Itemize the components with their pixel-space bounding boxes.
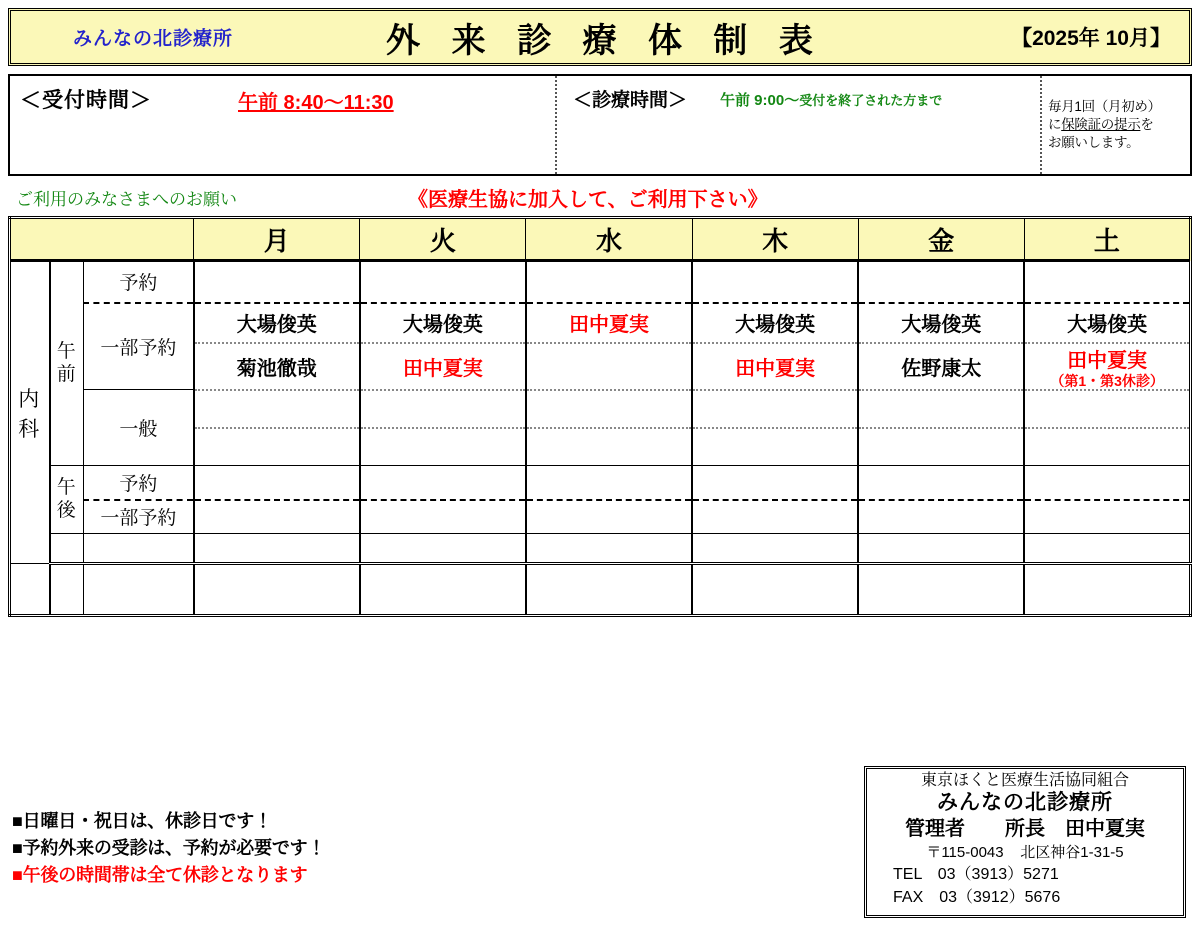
day-header-tue: 火 <box>360 218 526 261</box>
half-label-afternoon-text: 午後 <box>56 477 77 521</box>
cell-pm-resv-tue <box>360 466 526 500</box>
dept-char-1: 内 <box>18 387 42 411</box>
header-month: 【2025年 10月】 <box>1011 27 1171 50</box>
half-label-spacer <box>50 534 84 564</box>
clinic-org-name: 東京ほくと医療生活協同組合 <box>920 772 1129 789</box>
cell-final-type <box>84 564 194 616</box>
clinic-administrator: 管理者 所長 田中夏実 <box>905 818 1145 841</box>
cell-am-part1-sat: 大場俊英 <box>1024 303 1190 343</box>
table-row-morning-partial-1 <box>10 303 1191 343</box>
cell-am-part1-tue: 大場俊英 <box>360 303 526 343</box>
cell-am-gen1-thu <box>692 390 858 428</box>
cell-am-gen2-thu <box>692 428 858 466</box>
type-label-partial-am: 一部予約 <box>84 303 194 390</box>
type-label-partial-pm: 一部予約 <box>84 500 194 534</box>
time-divider-1 <box>555 76 557 174</box>
cell-pm-part-thu <box>692 500 858 534</box>
type-label-general-am: 一般 <box>84 390 194 466</box>
table-row-afternoon-reservation <box>10 466 1191 500</box>
footer-bullet-2: ■予約外来の受診は、予約が必要です！ <box>12 838 326 858</box>
clinic-fax: FAX 03（3912）5676 <box>893 888 1061 906</box>
cell-pm-part-mon <box>194 500 360 534</box>
schedule-table <box>8 216 1192 617</box>
clinic-facility-name: みんなの北診療所 <box>937 791 1113 815</box>
cell-am-gen2-tue <box>360 428 526 466</box>
time-info-bar <box>8 74 1192 176</box>
clinic-telephone: TEL 03（3913）5271 <box>893 866 1059 884</box>
cell-pm-part-wed <box>526 500 692 534</box>
cell-am-part2-tue: 田中夏実 <box>360 343 526 390</box>
cell-am-gen2-fri <box>858 428 1024 466</box>
type-label-reservation-pm: 予約 <box>84 466 194 500</box>
cell-final-dept <box>10 564 50 616</box>
half-label-afternoon <box>50 466 84 534</box>
consultation-time-start: 午前 9:00～ <box>720 92 800 109</box>
cell-am-gen2-wed <box>526 428 692 466</box>
cell-am-gen1-fri <box>858 390 1024 428</box>
table-row-final <box>10 564 1191 616</box>
dept-label-internal-medicine <box>10 261 50 564</box>
cell-final-sat <box>1024 564 1190 616</box>
cell-am-part1-thu: 大場俊英 <box>692 303 858 343</box>
cell-am-gen1-mon <box>194 390 360 428</box>
footer <box>8 772 1192 918</box>
notice-request-text: ご利用のみなさまへのお願い <box>16 190 237 209</box>
clinic-info-box <box>864 766 1186 918</box>
cell-final-mon <box>194 564 360 616</box>
table-row-spacer <box>10 534 1191 564</box>
day-header-sat: 土 <box>1024 218 1190 261</box>
cell-pm-resv-thu <box>692 466 858 500</box>
notice-row <box>8 183 1192 213</box>
insurance-note-underline: 保険証の提示 <box>1061 116 1141 132</box>
insurance-note-line1: 毎月1回（月初め） <box>1048 99 1161 114</box>
cell-am-part2-fri: 佐野康太 <box>858 343 1024 390</box>
cell-pm-part-fri <box>858 500 1024 534</box>
day-header-mon: 月 <box>194 218 360 261</box>
header-banner <box>8 8 1192 66</box>
cell-pm-resv-fri <box>858 466 1024 500</box>
half-label-morning-text: 午前 <box>56 341 77 385</box>
cell-spacer-thu <box>692 534 858 564</box>
table-header-row <box>10 218 1191 261</box>
cell-am-part1-fri: 大場俊英 <box>858 303 1024 343</box>
reception-time-value: 午前 8:40～11:30 <box>238 92 394 114</box>
notice-coop-text: 《医療生協に加入して、ご利用下さい》 <box>408 189 768 211</box>
insurance-note-line2-pre: に <box>1048 116 1062 132</box>
cell-spacer-tue <box>360 534 526 564</box>
cell-final-wed <box>526 564 692 616</box>
cell-am-part1-wed: 田中夏実 <box>526 303 692 343</box>
cell-spacer-wed <box>526 534 692 564</box>
cell-am-part1-mon: 大場俊英 <box>194 303 360 343</box>
day-header-fri: 金 <box>858 218 1024 261</box>
consultation-time-note: 受付を終了された方まで <box>799 93 943 108</box>
header-corner-blank <box>10 218 194 261</box>
cell-am-gen1-tue <box>360 390 526 428</box>
type-label-spacer <box>84 534 194 564</box>
cell-final-thu <box>692 564 858 616</box>
cell-am-resv-tue <box>360 261 526 303</box>
cell-pm-part-tue <box>360 500 526 534</box>
cell-am-resv-sat <box>1024 261 1190 303</box>
cell-pm-part-sat <box>1024 500 1190 534</box>
cell-pm-resv-wed <box>526 466 692 500</box>
cell-spacer-sat <box>1024 534 1190 564</box>
cell-spacer-fri <box>858 534 1024 564</box>
half-label-morning <box>50 261 84 466</box>
cell-am-part2-sat-note: （第1・第3休診） <box>1050 372 1164 389</box>
insurance-note-line3: お願いします。 <box>1048 134 1140 150</box>
schedule-page <box>0 8 1200 925</box>
type-label-reservation-am: 予約 <box>84 261 194 303</box>
cell-am-gen2-sat <box>1024 428 1190 466</box>
cell-am-gen1-sat <box>1024 390 1190 428</box>
time-divider-2 <box>1040 76 1042 174</box>
cell-am-resv-wed <box>526 261 692 303</box>
clinic-street-address: 北区神谷1-31-5 <box>1020 844 1124 862</box>
reception-time-label: ＜受付時間＞ <box>20 89 152 112</box>
cell-am-gen1-wed <box>526 390 692 428</box>
insurance-card-note <box>1048 98 1200 152</box>
cell-am-part2-wed <box>526 343 692 390</box>
cell-final-fri <box>858 564 1024 616</box>
cell-pm-resv-sat <box>1024 466 1190 500</box>
cell-final-half <box>50 564 84 616</box>
cell-am-resv-fri <box>858 261 1024 303</box>
table-row-morning-general-1 <box>10 390 1191 428</box>
cell-final-tue <box>360 564 526 616</box>
cell-am-part2-mon: 菊池徹哉 <box>194 343 360 390</box>
header-clinic-name: みんなの北診療所 <box>73 28 234 50</box>
cell-am-part2-thu: 田中夏実 <box>692 343 858 390</box>
day-header-wed: 水 <box>526 218 692 261</box>
consultation-time-label: ＜診療時間＞ <box>573 90 688 111</box>
consultation-time-value <box>720 89 942 110</box>
footer-bullet-list <box>12 808 325 889</box>
dept-char-2: 科 <box>18 417 42 441</box>
cell-am-resv-mon <box>194 261 360 303</box>
clinic-address <box>867 842 1183 864</box>
clinic-postal-code: 〒115-0043 <box>926 844 1004 862</box>
page-title: 外 来 診 療 体 制 表 <box>386 21 824 60</box>
cell-am-resv-thu <box>692 261 858 303</box>
cell-pm-resv-mon <box>194 466 360 500</box>
footer-bullet-3: ■午後の時間帯は全て休診となります <box>12 865 308 885</box>
table-row-afternoon-partial <box>10 500 1191 534</box>
cell-spacer-mon <box>194 534 360 564</box>
cell-am-gen2-mon <box>194 428 360 466</box>
day-header-thu: 木 <box>692 218 858 261</box>
cell-am-part2-sat-name: 田中夏実 <box>1067 349 1148 372</box>
table-row-morning-reservation <box>10 261 1191 303</box>
cell-am-part2-sat <box>1024 343 1190 390</box>
footer-bullet-1: ■日曜日・祝日は、休診日です！ <box>12 811 272 831</box>
insurance-note-line2-post: を <box>1140 116 1154 132</box>
